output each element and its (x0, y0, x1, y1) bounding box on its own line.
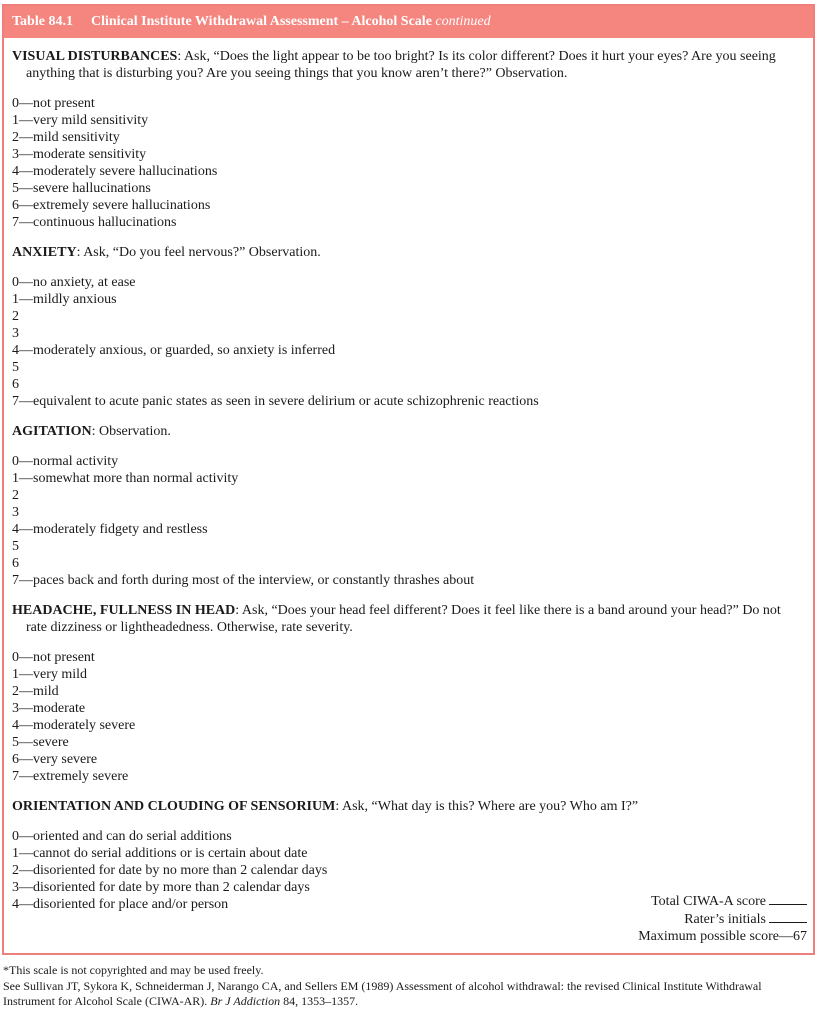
rating-option: 4—moderately fidgety and restless (12, 522, 208, 537)
rating-options (12, 453, 805, 589)
rating-option: 0—normal activity (12, 454, 119, 469)
rating-option: 4—disoriented for place and/or person (12, 897, 229, 912)
rating-options (12, 95, 805, 231)
rating-options (12, 649, 805, 785)
rating-option: 6 (12, 556, 19, 571)
rating-option: 4—moderately anxious, or guarded, so anxiety is inferred (12, 343, 336, 358)
section-heading: VISUAL DISTURBANCES (12, 49, 178, 64)
rating-option: 3—disoriented for date by more than 2 calendar days (12, 880, 310, 895)
rating-option: 6—very severe (12, 752, 98, 767)
section-heading: ORIENTATION AND CLOUDING OF SENSORIUM (12, 799, 336, 814)
rating-option: 2—disoriented for date by no more than 2 calendar days (12, 863, 328, 878)
section-heading: AGITATION (12, 424, 92, 439)
rating-option: 1—very mild sensitivity (12, 113, 149, 128)
section (12, 48, 805, 231)
total-score-blank (769, 892, 807, 905)
rating-option: 4—moderately severe hallucinations (12, 164, 218, 179)
section (12, 423, 805, 589)
rating-option: 2—mild sensitivity (12, 130, 120, 145)
section-instruction: : Observation. (91, 424, 171, 439)
section-instruction: : Ask, “Does the light appear to be too bright? Is its color different? Does it hurt your eyes? Are you seeing anything that is disturbing you? Are you seeing things that you know aren’t there?” Observation. (26, 49, 776, 81)
score-box (638, 892, 807, 945)
section-instruction: : Ask, “Does your head feel different? Does it feel like there is a band around your head?” Do not rate dizziness or lightheadedness. Otherwise, rate severity. (26, 603, 781, 635)
footnote-reference (3, 979, 815, 1010)
ciwa-table (2, 4, 815, 955)
section-question (12, 798, 805, 815)
rating-option: 7—extremely severe (12, 769, 129, 784)
rating-option: 3 (12, 505, 19, 520)
rating-options (12, 274, 805, 410)
rating-option: 5—severe hallucinations (12, 181, 151, 196)
rater-initials-blank (769, 910, 807, 923)
rating-option: 7—paces back and forth during most of the interview, or constantly thrashes about (12, 573, 475, 588)
maximum-score: Maximum possible score—67 (638, 929, 807, 944)
journal-name: Br J Addiction (210, 994, 281, 1008)
rating-option: 1—very mild (12, 667, 88, 682)
footnotes (3, 963, 815, 1010)
rating-option: 0—oriented and can do serial additions (12, 829, 232, 844)
section-question (12, 423, 805, 440)
section-question (12, 48, 805, 82)
rating-option: 3—moderate (12, 701, 86, 716)
table-header (4, 6, 813, 38)
rater-initials-label: Rater’s initials (684, 912, 766, 927)
footnote-copyright: *This scale is not copyrighted and may be used freely. (3, 963, 264, 977)
rating-option: 5 (12, 539, 19, 554)
section-question (12, 602, 805, 636)
rating-option: 1—somewhat more than normal activity (12, 471, 239, 486)
reference-text: See Sullivan JT, Sykora K, Schneiderman J, Narango CA, and Sellers EM (1989) Assessment of alcohol withdrawal: the revised Clinical Institute Withdrawal Instrument for Alcohol Scale (CIWA-AR). (3, 978, 762, 1008)
section-question (12, 244, 805, 261)
rating-option: 6—extremely severe hallucinations (12, 198, 211, 213)
rating-option: 0—no anxiety, at ease (12, 275, 136, 290)
rating-option: 5—severe (12, 735, 69, 750)
rating-option: 6 (12, 377, 19, 392)
rating-option: 4—moderately severe (12, 718, 136, 733)
rater-initials-line (638, 910, 807, 928)
section (12, 244, 805, 410)
section-heading: ANXIETY (12, 245, 77, 260)
rating-option: 7—equivalent to acute panic states as seen in severe delirium or acute schizophrenic reactions (12, 394, 539, 409)
rating-option: 1—cannot do serial additions or is certain about date (12, 846, 308, 861)
table-title: Clinical Institute Withdrawal Assessment – Alcohol Scale (90, 14, 432, 29)
rating-option: 3—moderate sensitivity (12, 147, 147, 162)
table-continued: continued (435, 14, 491, 29)
rating-option: 2 (12, 309, 19, 324)
section-instruction: : Ask, “What day is this? Where are you? Who am I?” (335, 799, 639, 814)
reference-tail: 84, 1353–1357. (280, 994, 359, 1008)
rating-option: 2—mild (12, 684, 59, 699)
section-instruction: : Ask, “Do you feel nervous?” Observation. (76, 245, 321, 260)
rating-option: 1—mildly anxious (12, 292, 117, 307)
total-score-line (638, 892, 807, 910)
section-heading: HEADACHE, FULLNESS IN HEAD (12, 603, 236, 618)
rating-option: 0—not present (12, 96, 95, 111)
rating-option: 2 (12, 488, 19, 503)
table-number: Table 84.1 (12, 14, 73, 29)
rating-option: 3 (12, 326, 19, 341)
rating-option: 5 (12, 360, 19, 375)
rating-option: 7—continuous hallucinations (12, 215, 177, 230)
section (12, 602, 805, 785)
total-score-label: Total CIWA-A score (651, 894, 766, 909)
assessment-sections (4, 38, 813, 913)
rating-option: 0—not present (12, 650, 95, 665)
